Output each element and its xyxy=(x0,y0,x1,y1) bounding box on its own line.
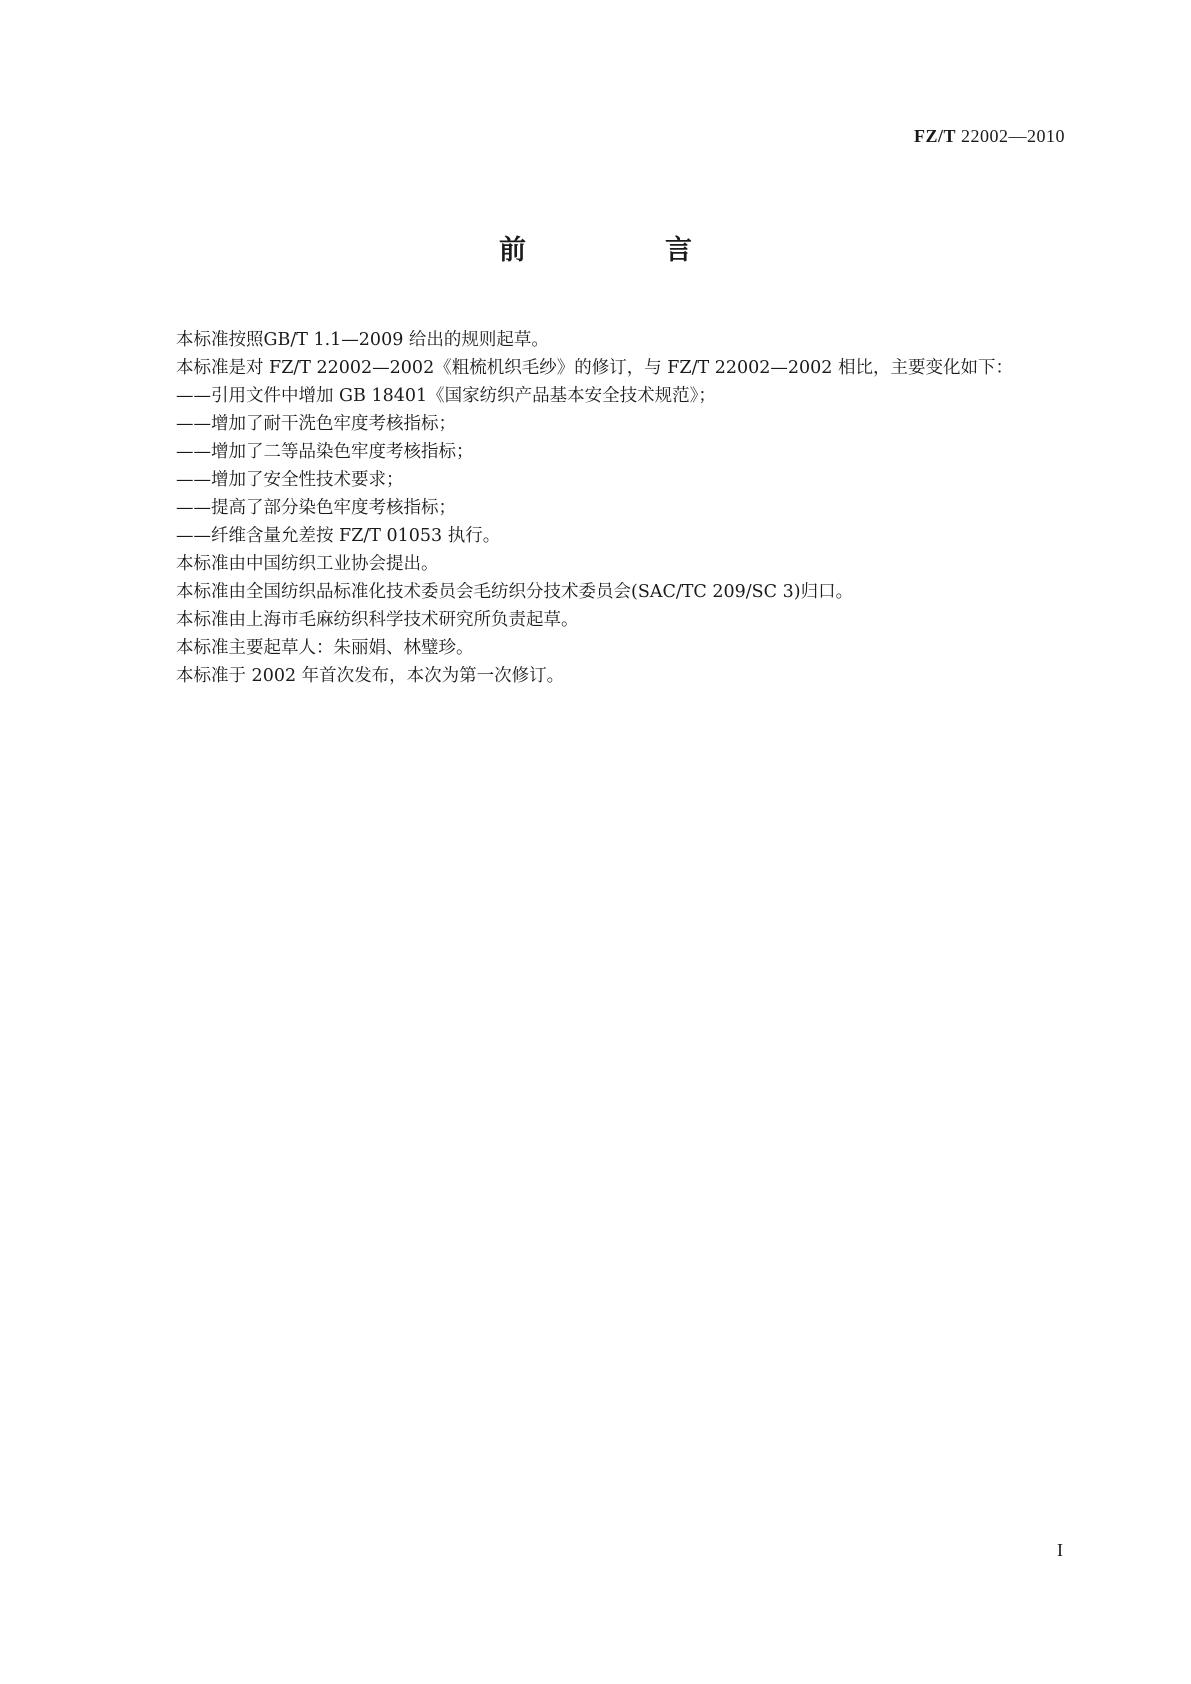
paragraph-revision-summary: 本标准是对 FZ/T 22002—2002《粗梳机织毛纱》的修订，与 FZ/T 22002—2002 相比，主要变化如下： xyxy=(176,358,1013,378)
list-item: ——增加了二等品染色牢度考核指标； xyxy=(176,442,474,462)
paragraph-drafting-unit: 本标准由上海市毛麻纺织科学技术研究所负责起草。 xyxy=(176,610,579,630)
standard-code-prefix: FZ/T xyxy=(913,126,956,146)
paragraph-drafters: 本标准主要起草人：朱丽娟、林璧珍。 xyxy=(176,638,474,658)
list-item: ——增加了安全性技术要求； xyxy=(176,470,404,490)
paragraph-history: 本标准于 2002 年首次发布，本次为第一次修订。 xyxy=(176,666,565,686)
changes-list xyxy=(130,382,1060,550)
list-item: ——引用文件中增加 GB 18401《国家纺织产品基本安全技术规范》； xyxy=(176,386,716,406)
paragraph-drafting-rules: 本标准按照GB/T 1.1—2009 给出的规则起草。 xyxy=(176,330,549,350)
paragraph-committee: 本标准由全国纺织品标准化技术委员会毛纺织分技术委员会(SAC/TC 209/SC 3)归口。 xyxy=(176,582,854,602)
document-body xyxy=(130,326,1060,690)
list-item: ——纤维含量允差按 FZ/T 01053 执行。 xyxy=(176,526,501,546)
page-title: 前 言 xyxy=(499,235,748,266)
page-number: I xyxy=(1057,1540,1063,1560)
list-item: ——增加了耐干洗色牢度考核指标； xyxy=(176,414,456,434)
standard-code xyxy=(914,126,1065,147)
standard-code-number: 22002—2010 xyxy=(961,126,1065,146)
list-item: ——提高了部分染色牢度考核指标； xyxy=(176,498,456,518)
paragraph-proposer: 本标准由中国纺织工业协会提出。 xyxy=(176,554,439,574)
